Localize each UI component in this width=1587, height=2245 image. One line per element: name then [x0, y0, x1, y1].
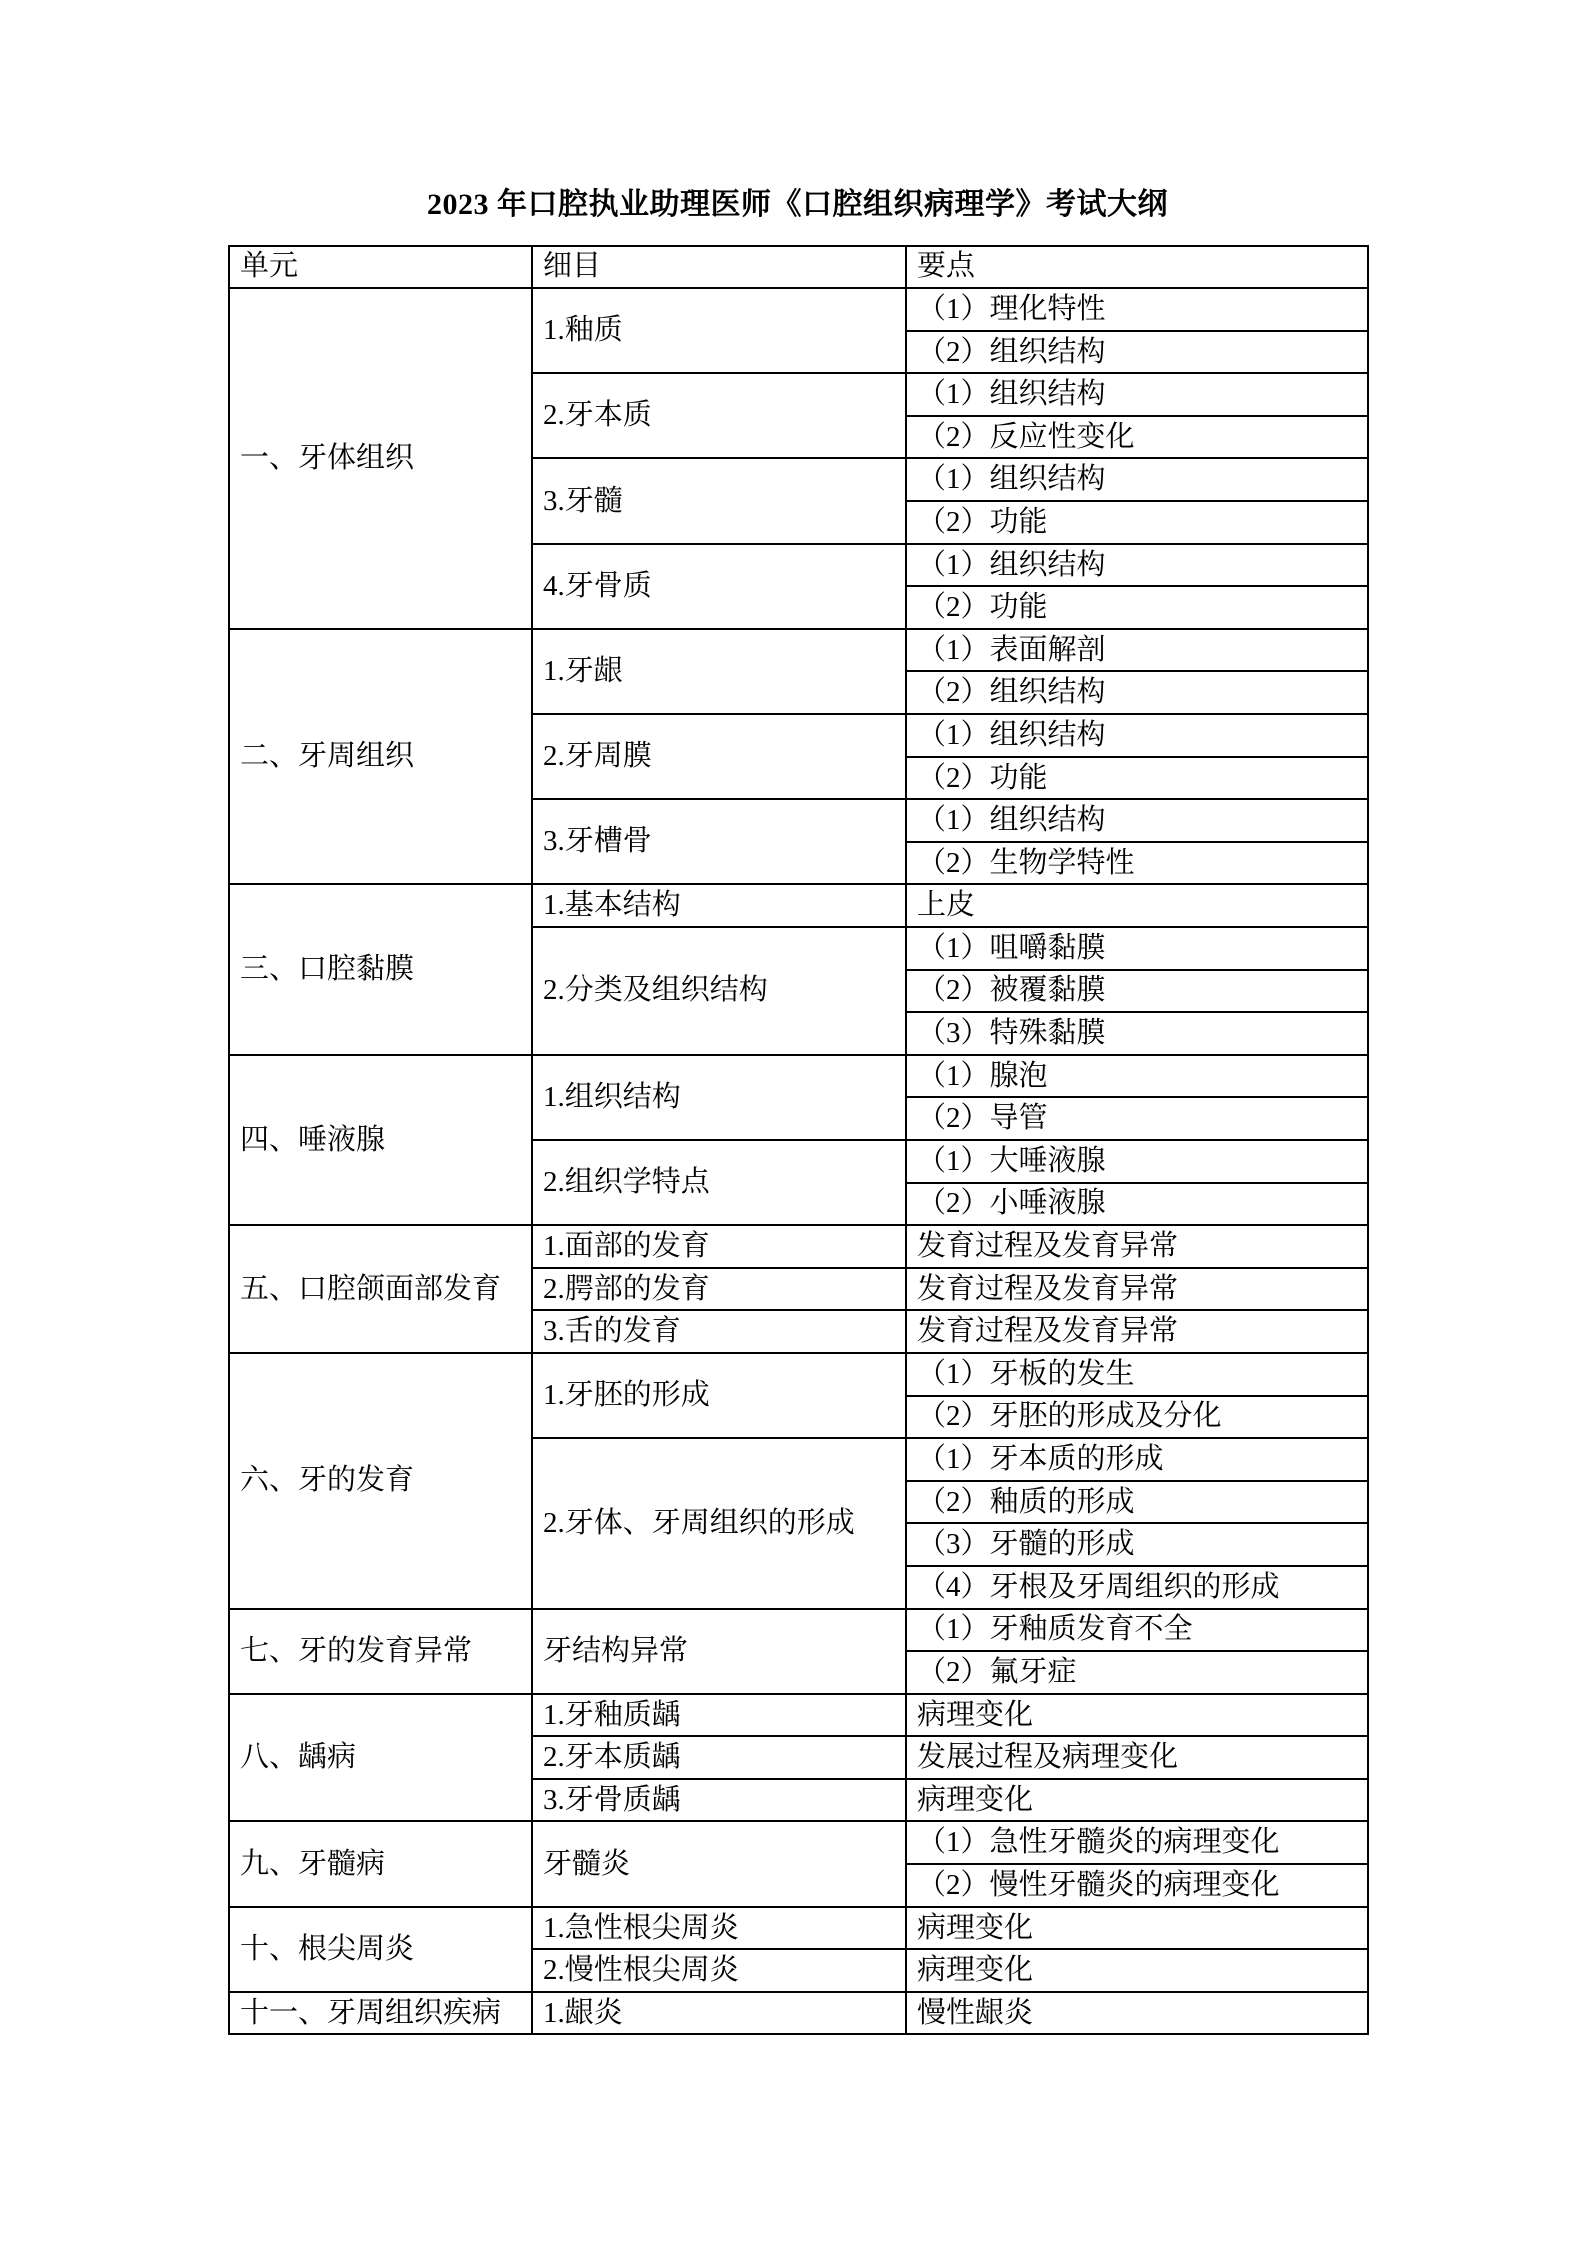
point-cell: （1）表面解剖: [906, 629, 1368, 672]
unit-cell: 四、唾液腺: [229, 1055, 532, 1225]
detail-cell: 2.慢性根尖周炎: [532, 1949, 906, 1992]
header-detail: 细目: [532, 246, 906, 289]
detail-cell: 3.舌的发育: [532, 1310, 906, 1353]
unit-cell: 二、牙周组织: [229, 629, 532, 885]
detail-cell: 1.釉质: [532, 288, 906, 373]
point-cell: （2）被覆黏膜: [906, 970, 1368, 1013]
point-cell: （2）牙胚的形成及分化: [906, 1396, 1368, 1439]
point-cell: 病理变化: [906, 1694, 1368, 1737]
unit-cell: 七、牙的发育异常: [229, 1609, 532, 1694]
point-cell: （2）慢性牙髓炎的病理变化: [906, 1864, 1368, 1907]
point-cell: （1）组织结构: [906, 458, 1368, 501]
detail-cell: 3.牙髓: [532, 458, 906, 543]
point-cell: （2）反应性变化: [906, 416, 1368, 459]
page-title: 2023 年口腔执业助理医师《口腔组织病理学》考试大纲: [427, 188, 1168, 221]
table-body: [229, 288, 1368, 2034]
detail-cell: 1.面部的发育: [532, 1225, 906, 1268]
point-cell: （4）牙根及牙周组织的形成: [906, 1566, 1368, 1609]
table-row: [229, 288, 1368, 331]
point-cell: （2）功能: [906, 757, 1368, 800]
point-cell: 病理变化: [906, 1779, 1368, 1822]
unit-cell: 十一、牙周组织疾病: [229, 1992, 532, 2035]
point-cell: （1）组织结构: [906, 799, 1368, 842]
detail-cell: 2.腭部的发育: [532, 1268, 906, 1311]
detail-cell: 3.牙槽骨: [532, 799, 906, 884]
detail-cell: 牙结构异常: [532, 1609, 906, 1694]
syllabus-table: [228, 245, 1369, 2036]
point-cell: （2）组织结构: [906, 331, 1368, 374]
point-cell: （1）咀嚼黏膜: [906, 927, 1368, 970]
unit-cell: 十、根尖周炎: [229, 1907, 532, 1992]
detail-cell: 1.基本结构: [532, 884, 906, 927]
point-cell: （3）牙髓的形成: [906, 1523, 1368, 1566]
detail-cell: 1.牙釉质龋: [532, 1694, 906, 1737]
detail-cell: 2.牙周膜: [532, 714, 906, 799]
point-cell: （1）腺泡: [906, 1055, 1368, 1098]
point-cell: （1）理化特性: [906, 288, 1368, 331]
table-row: [229, 1609, 1368, 1652]
point-cell: （1）组织结构: [906, 544, 1368, 587]
header-unit: 单元: [229, 246, 532, 289]
point-cell: 发育过程及发育异常: [906, 1225, 1368, 1268]
table-row: [229, 629, 1368, 672]
point-cell: （1）牙釉质发育不全: [906, 1609, 1368, 1652]
unit-cell: 六、牙的发育: [229, 1353, 532, 1609]
point-cell: （2）小唾液腺: [906, 1183, 1368, 1226]
point-cell: （1）大唾液腺: [906, 1140, 1368, 1183]
table-row: [229, 1055, 1368, 1098]
table-row: [229, 1821, 1368, 1864]
unit-cell: 三、口腔黏膜: [229, 884, 532, 1054]
table-row: [229, 1353, 1368, 1396]
point-cell: （2）生物学特性: [906, 842, 1368, 885]
document-page: [228, 0, 1367, 2035]
detail-cell: 牙髓炎: [532, 1821, 906, 1906]
point-cell: （1）急性牙髓炎的病理变化: [906, 1821, 1368, 1864]
unit-cell: 八、龋病: [229, 1694, 532, 1822]
detail-cell: 2.牙本质: [532, 373, 906, 458]
point-cell: （1）牙板的发生: [906, 1353, 1368, 1396]
point-cell: （3）特殊黏膜: [906, 1012, 1368, 1055]
point-cell: 病理变化: [906, 1907, 1368, 1950]
point-cell: 慢性龈炎: [906, 1992, 1368, 2035]
table-row: [229, 1992, 1368, 2035]
detail-cell: 1.急性根尖周炎: [532, 1907, 906, 1950]
point-cell: 发育过程及发育异常: [906, 1310, 1368, 1353]
unit-cell: 九、牙髓病: [229, 1821, 532, 1906]
header-row: [229, 246, 1368, 289]
point-cell: （1）组织结构: [906, 714, 1368, 757]
table-row: [229, 1694, 1368, 1737]
detail-cell: 4.牙骨质: [532, 544, 906, 629]
detail-cell: 2.组织学特点: [532, 1140, 906, 1225]
table-row: [229, 1225, 1368, 1268]
point-cell: 发展过程及病理变化: [906, 1736, 1368, 1779]
point-cell: 病理变化: [906, 1949, 1368, 1992]
unit-cell: 五、口腔颌面部发育: [229, 1225, 532, 1353]
detail-cell: 1.龈炎: [532, 1992, 906, 2035]
point-cell: （2）功能: [906, 586, 1368, 629]
detail-cell: 2.牙体、牙周组织的形成: [532, 1438, 906, 1608]
detail-cell: 3.牙骨质龋: [532, 1779, 906, 1822]
point-cell: （2）釉质的形成: [906, 1481, 1368, 1524]
detail-cell: 2.牙本质龋: [532, 1736, 906, 1779]
detail-cell: 1.组织结构: [532, 1055, 906, 1140]
point-cell: （2）氟牙症: [906, 1651, 1368, 1694]
point-cell: 上皮: [906, 884, 1368, 927]
table-row: [229, 1907, 1368, 1950]
point-cell: （2）导管: [906, 1097, 1368, 1140]
point-cell: （1）牙本质的形成: [906, 1438, 1368, 1481]
detail-cell: 1.牙龈: [532, 629, 906, 714]
table-row: [229, 884, 1368, 927]
point-cell: （1）组织结构: [906, 373, 1368, 416]
detail-cell: 2.分类及组织结构: [532, 927, 906, 1055]
header-points: 要点: [906, 246, 1368, 289]
detail-cell: 1.牙胚的形成: [532, 1353, 906, 1438]
unit-cell: 一、牙体组织: [229, 288, 532, 629]
point-cell: （2）组织结构: [906, 671, 1368, 714]
point-cell: （2）功能: [906, 501, 1368, 544]
point-cell: 发育过程及发育异常: [906, 1268, 1368, 1311]
